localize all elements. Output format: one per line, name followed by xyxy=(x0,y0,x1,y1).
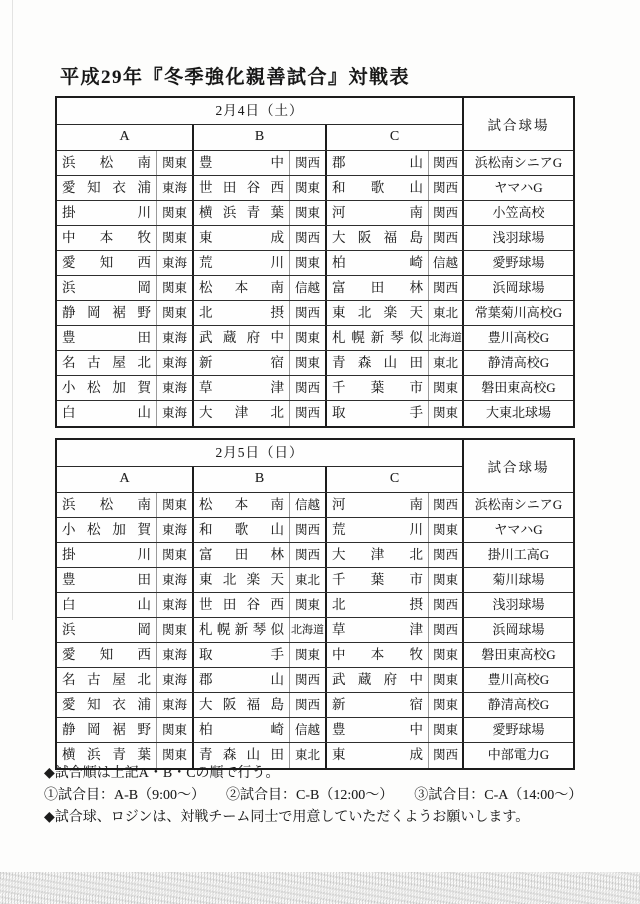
team-c-name: 千葉市 xyxy=(327,568,429,592)
team-c-name: 東北楽天 xyxy=(327,301,429,325)
team-c-region: 関東 xyxy=(429,401,464,426)
team-b-region: 東北 xyxy=(290,568,327,592)
group-header-row xyxy=(57,467,462,492)
footer-notes xyxy=(44,766,594,832)
team-c-name: 北摂 xyxy=(327,593,429,617)
team-c-region: 関西 xyxy=(429,493,464,517)
team-c-name: 荒川 xyxy=(327,518,429,542)
venue-cell: 菊川球場 xyxy=(492,572,545,587)
team-c-region: 関西 xyxy=(429,151,464,175)
team-a-name: 小松加賀 xyxy=(57,518,157,542)
team-a-region: 東海 xyxy=(157,376,194,400)
team-a-region: 関東 xyxy=(157,743,194,768)
team-c-region: 関西 xyxy=(429,276,464,300)
venue-cell: 愛野球場 xyxy=(492,722,545,737)
table-header xyxy=(57,440,573,493)
team-b-region: 信越 xyxy=(290,718,327,742)
team-c-region: 関東 xyxy=(429,568,464,592)
table-body xyxy=(57,151,573,426)
team-a-name: 小松加賀 xyxy=(57,376,157,400)
venue-cell: 浜岡球場 xyxy=(492,622,545,637)
team-b-name: 和歌山 xyxy=(194,518,290,542)
team-b-name: 松本南 xyxy=(194,493,290,517)
team-c-region: 関西 xyxy=(429,176,464,200)
team-a-region: 関東 xyxy=(157,151,194,175)
team-a-region: 東海 xyxy=(157,351,194,375)
team-a-region: 東海 xyxy=(157,668,194,692)
table-row xyxy=(57,326,573,351)
team-c-region: 東北 xyxy=(429,301,464,325)
team-a-region: 東海 xyxy=(157,326,194,350)
table-row xyxy=(57,718,573,743)
group-header-row xyxy=(57,125,462,150)
team-c-name: 青森山田 xyxy=(327,351,429,375)
table-row xyxy=(57,201,573,226)
team-c-region: 東北 xyxy=(429,351,464,375)
team-c-name: 中本牧 xyxy=(327,643,429,667)
team-b-region: 信越 xyxy=(290,493,327,517)
team-a-name: 掛川 xyxy=(57,543,157,567)
table-row xyxy=(57,568,573,593)
team-c-name: 千葉市 xyxy=(327,376,429,400)
team-b-name: 松本南 xyxy=(194,276,290,300)
team-a-region: 関東 xyxy=(157,201,194,225)
table-row xyxy=(57,301,573,326)
venue-cell: 静清高校G xyxy=(487,697,550,712)
team-a-region: 東海 xyxy=(157,568,194,592)
table-row xyxy=(57,593,573,618)
team-a-region: 東海 xyxy=(157,518,194,542)
team-b-name: 新宿 xyxy=(194,351,290,375)
team-b-region: 関東 xyxy=(290,593,327,617)
venue-column-header: 試合球場 xyxy=(487,118,550,133)
table-row xyxy=(57,401,573,426)
team-b-region: 関西 xyxy=(290,693,327,717)
venue-cell: 磐田東高校G xyxy=(481,380,556,395)
team-b-name: 武蔵府中 xyxy=(194,326,290,350)
team-a-region: 東海 xyxy=(157,643,194,667)
team-a-name: 横浜青葉 xyxy=(57,743,157,768)
team-a-region: 関東 xyxy=(157,226,194,250)
team-c-name: 豊中 xyxy=(327,718,429,742)
table-row xyxy=(57,618,573,643)
schedule-table-feb4 xyxy=(55,96,575,428)
venue-cell: 磐田東高校G xyxy=(481,647,556,662)
table-row xyxy=(57,276,573,301)
table-row xyxy=(57,376,573,401)
team-c-name: 大津北 xyxy=(327,543,429,567)
team-a-name: 愛知西 xyxy=(57,643,157,667)
table-row xyxy=(57,151,573,176)
group-a-header: A xyxy=(57,125,194,150)
team-a-name: 豊田 xyxy=(57,326,157,350)
table-row xyxy=(57,693,573,718)
team-a-name: 浜松南 xyxy=(57,151,157,175)
team-a-region: 関東 xyxy=(157,618,194,642)
team-b-region: 東北 xyxy=(290,743,327,768)
table-row xyxy=(57,743,573,768)
date-header: 2月4日（土） xyxy=(57,98,462,125)
venue-cell: 浅羽球場 xyxy=(492,230,545,245)
team-b-region: 関東 xyxy=(290,326,327,350)
team-c-region: 関東 xyxy=(429,376,464,400)
team-c-name: 河南 xyxy=(327,493,429,517)
team-b-name: 豊中 xyxy=(194,151,290,175)
team-b-name: 富田林 xyxy=(194,543,290,567)
team-c-region: 関西 xyxy=(429,226,464,250)
team-a-name: 豊田 xyxy=(57,568,157,592)
team-c-name: 富田林 xyxy=(327,276,429,300)
team-b-name: 大阪福島 xyxy=(194,693,290,717)
team-c-region: 北海道 xyxy=(429,326,464,350)
note-match-order: ◆試合順は上記A・B・Cの順で行う。 xyxy=(44,766,280,781)
team-b-region: 関西 xyxy=(290,151,327,175)
venue-cell: 浅羽球場 xyxy=(492,597,545,612)
team-b-region: 関西 xyxy=(290,543,327,567)
team-c-region: 信越 xyxy=(429,251,464,275)
team-a-name: 掛川 xyxy=(57,201,157,225)
team-a-region: 関東 xyxy=(157,718,194,742)
schedule-table-feb5 xyxy=(55,438,575,770)
team-b-name: 青森山田 xyxy=(194,743,290,768)
team-a-name: 白山 xyxy=(57,593,157,617)
team-b-name: 東北楽天 xyxy=(194,568,290,592)
venue-cell: 愛野球場 xyxy=(492,255,545,270)
table-row xyxy=(57,251,573,276)
team-b-name: 荒川 xyxy=(194,251,290,275)
team-c-name: 柏崎 xyxy=(327,251,429,275)
team-b-region: 関西 xyxy=(290,226,327,250)
team-c-region: 関東 xyxy=(429,518,464,542)
venue-cell: 中部電力G xyxy=(487,747,550,762)
group-c-header: C xyxy=(389,129,400,144)
venue-column-header: 試合球場 xyxy=(487,460,550,475)
team-a-region: 東海 xyxy=(157,693,194,717)
team-a-name: 浜松南 xyxy=(57,493,157,517)
team-a-name: 名古屋北 xyxy=(57,668,157,692)
team-a-region: 東海 xyxy=(157,251,194,275)
team-b-name: 郡山 xyxy=(194,668,290,692)
table-row xyxy=(57,668,573,693)
team-b-name: 横浜青葉 xyxy=(194,201,290,225)
team-c-region: 関東 xyxy=(429,693,464,717)
team-a-name: 中本牧 xyxy=(57,226,157,250)
team-c-name: 東成 xyxy=(327,743,429,768)
team-c-name: 郡山 xyxy=(327,151,429,175)
table-row xyxy=(57,643,573,668)
table-row xyxy=(57,543,573,568)
team-a-region: 東海 xyxy=(157,593,194,617)
team-a-region: 関東 xyxy=(157,493,194,517)
venue-cell: ヤマハG xyxy=(494,522,543,537)
venue-cell: 掛川工高G xyxy=(487,547,550,562)
team-b-region: 関西 xyxy=(290,518,327,542)
team-c-name: 新宿 xyxy=(327,693,429,717)
team-c-name: 札幌新琴似 xyxy=(327,326,429,350)
venue-cell: ヤマハG xyxy=(494,180,543,195)
team-a-name: 愛知衣浦 xyxy=(57,176,157,200)
team-b-name: 柏崎 xyxy=(194,718,290,742)
team-c-name: 取手 xyxy=(327,401,429,426)
table-header xyxy=(57,98,573,151)
team-c-region: 関西 xyxy=(429,618,464,642)
team-b-region: 関東 xyxy=(290,351,327,375)
team-b-region: 北海道 xyxy=(290,618,327,642)
team-b-name: 世田谷西 xyxy=(194,176,290,200)
group-c-header: C xyxy=(389,471,400,486)
team-c-region: 関西 xyxy=(429,543,464,567)
venue-cell: 静清高校G xyxy=(487,355,550,370)
team-b-name: 草津 xyxy=(194,376,290,400)
team-b-region: 関西 xyxy=(290,301,327,325)
team-c-region: 関東 xyxy=(429,668,464,692)
team-a-name: 静岡裾野 xyxy=(57,718,157,742)
team-c-region: 関西 xyxy=(429,743,464,768)
table-row xyxy=(57,176,573,201)
team-b-region: 信越 xyxy=(290,276,327,300)
team-c-region: 関西 xyxy=(429,593,464,617)
team-b-name: 大津北 xyxy=(194,401,290,426)
table-row xyxy=(57,493,573,518)
team-a-region: 関東 xyxy=(157,276,194,300)
table-row xyxy=(57,351,573,376)
team-b-region: 関東 xyxy=(290,251,327,275)
team-a-region: 東海 xyxy=(157,401,194,426)
note-match-times: ①試合目：A-B（9:00～） ②試合目：C-B（12:00～） ③試合目：C-A（14:00～） xyxy=(44,788,583,803)
team-b-region: 関西 xyxy=(290,401,327,426)
team-b-region: 関西 xyxy=(290,376,327,400)
team-c-region: 関東 xyxy=(429,643,464,667)
venue-cell: 浜松南シニアG xyxy=(474,497,563,512)
venue-cell: 大東北球場 xyxy=(485,405,551,420)
team-a-region: 関東 xyxy=(157,301,194,325)
note-equipment: ◆試合球、ロジンは、対戦チーム同士で用意していただくようお願いします。 xyxy=(44,810,530,825)
team-b-name: 札幌新琴似 xyxy=(194,618,290,642)
group-b-header: B xyxy=(194,125,327,150)
venue-cell: 豊川高校G xyxy=(487,672,550,687)
group-b-header: B xyxy=(194,467,327,492)
team-b-name: 取手 xyxy=(194,643,290,667)
group-a-header: A xyxy=(57,467,194,492)
team-c-name: 和歌山 xyxy=(327,176,429,200)
team-b-name: 世田谷西 xyxy=(194,593,290,617)
team-b-region: 関東 xyxy=(290,201,327,225)
team-a-region: 東海 xyxy=(157,176,194,200)
team-a-name: 静岡裾野 xyxy=(57,301,157,325)
team-c-region: 関東 xyxy=(429,718,464,742)
team-b-region: 関西 xyxy=(290,668,327,692)
scan-edge-artifact xyxy=(12,0,13,620)
venue-cell: 小笠高校 xyxy=(492,205,545,220)
team-c-name: 大阪福島 xyxy=(327,226,429,250)
team-c-region: 関西 xyxy=(429,201,464,225)
team-a-name: 名古屋北 xyxy=(57,351,157,375)
team-a-name: 白山 xyxy=(57,401,157,426)
team-a-region: 関東 xyxy=(157,543,194,567)
table-body xyxy=(57,493,573,768)
team-c-name: 草津 xyxy=(327,618,429,642)
venue-cell: 豊川高校G xyxy=(487,330,550,345)
team-b-name: 北摂 xyxy=(194,301,290,325)
scan-noise-band xyxy=(0,872,640,904)
team-c-name: 河南 xyxy=(327,201,429,225)
team-a-name: 愛知衣浦 xyxy=(57,693,157,717)
team-b-region: 関東 xyxy=(290,643,327,667)
team-c-name: 武蔵府中 xyxy=(327,668,429,692)
table-row xyxy=(57,226,573,251)
date-header: 2月5日（日） xyxy=(57,440,462,467)
table-row xyxy=(57,518,573,543)
team-a-name: 愛知西 xyxy=(57,251,157,275)
venue-cell: 常葉菊川高校G xyxy=(474,305,563,320)
team-b-name: 東成 xyxy=(194,226,290,250)
team-b-region: 関東 xyxy=(290,176,327,200)
venue-cell: 浜松南シニアG xyxy=(474,155,563,170)
team-a-name: 浜岡 xyxy=(57,618,157,642)
page-title: 平成29年『冬季強化親善試合』対戦表 xyxy=(60,67,411,88)
venue-cell: 浜岡球場 xyxy=(492,280,545,295)
team-a-name: 浜岡 xyxy=(57,276,157,300)
